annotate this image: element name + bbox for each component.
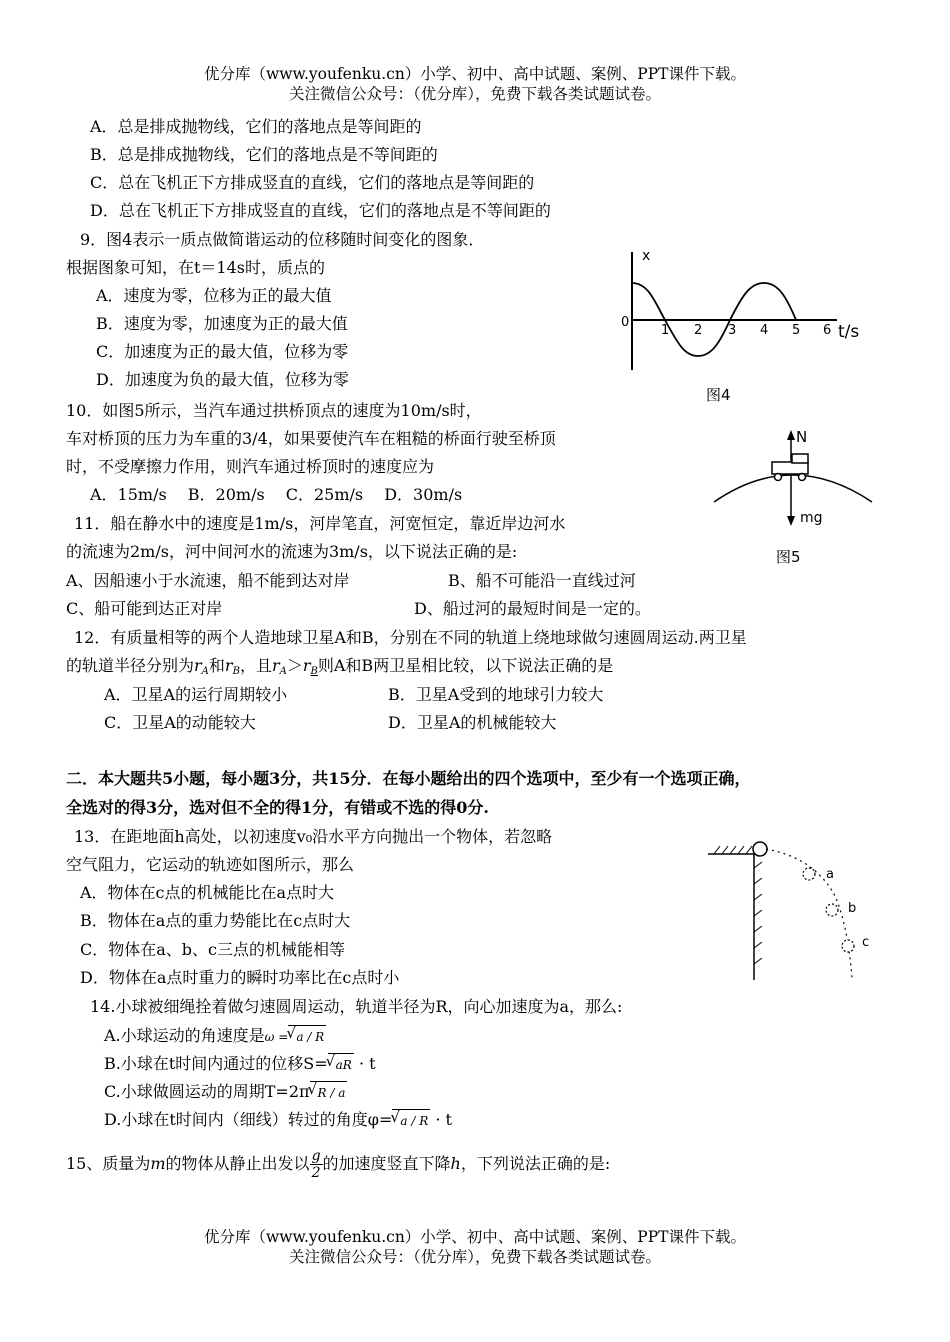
fig4-ticks (661, 323, 831, 338)
q14-option-b-text: B.小球在t时间内通过的位移S= (104, 1054, 328, 1073)
q15-pre: 15、质量为 (66, 1154, 151, 1173)
q13-option-b: B．物体在a点的重力势能比在c点时大 (80, 911, 351, 930)
q14-option-b (104, 1053, 376, 1076)
figure-q13-projectile (706, 838, 886, 983)
q14-option-a (104, 1025, 326, 1048)
fig4-tick-6: 6 (823, 323, 832, 338)
page-header (0, 64, 950, 104)
q14-option-a-radical: √ a / R (288, 1025, 326, 1048)
q12-option-c: C．卫星A的动能较大 (104, 713, 256, 732)
q14-option-b-post: · t (358, 1054, 376, 1073)
header-line-2: 关注微信公众号：（优分库），免费下载各类试题试卷。 (288, 85, 661, 103)
fig5-n-arrowhead (787, 430, 795, 440)
fig5-mg-arrowhead (787, 516, 795, 526)
fig5-car-body (772, 462, 808, 474)
section-2-instructions-2: 全选对的得3分，选对但不全的得1分，有错或不选的得0分. (66, 798, 489, 817)
q11-option-d: D、船过河的最短时间是一定的。 (414, 599, 651, 618)
header-line-1: 优分库（www.youfenku.cn）小学、初中、高中试题、案例、PPT课件下载。 (203, 65, 747, 83)
q13-option-d: D．物体在a点时重力的瞬时功率比在c点时小 (80, 968, 400, 987)
q11-stem-2: 的流速为2m/s，河中间河水的流速为3m/s，以下说法正确的是: (66, 542, 518, 561)
q13-label-a: a (826, 867, 834, 882)
q13-label-c: c (862, 935, 870, 950)
q8-option-d: D．总在飞机正下方排成竖直的直线，它们的落地点是不等间距的 (90, 201, 551, 220)
fig4-origin-label: 0 (621, 315, 630, 330)
fig5-bridge-arc (714, 475, 872, 502)
q12-gt: ＞ (286, 656, 303, 675)
fig5-mg-label: mg (800, 510, 823, 526)
q11-option-b: B、船不可能沿一直线过河 (448, 571, 636, 590)
q12-option-d: D．卫星A的机械能较大 (388, 713, 557, 732)
q15-post: ，下列说法正确的是: (460, 1154, 611, 1173)
fig4-caption: 图4 (706, 386, 731, 404)
q11-option-a: A、因船速小于水流速，船不能到达对岸 (66, 571, 350, 590)
q15-h: h (450, 1154, 461, 1173)
q14-option-c-radical: √ R / a (310, 1081, 348, 1104)
q9-stem-2: 根据图象可知，在t＝14s时，质点的 (66, 258, 326, 277)
q15-fraction: $\frac{g}{2}$ (311, 1148, 321, 1181)
q15-mid2: 的加速度竖直下降 (322, 1154, 451, 1173)
q12-rb: $r_B$ (224, 656, 240, 677)
q10-stem-3: 时，不受摩擦力作用，则汽车通过桥顶时的速度应为 (66, 457, 435, 476)
q12-stem-1: 12．有质量相等的两个人造地球卫星A和B，分别在不同的轨道上绕地球做匀速圆周运动.两卫星 (74, 628, 747, 647)
q13-ball-start (753, 842, 767, 856)
q11-stem-1: 11．船在静水中的速度是1m/s，河岸笔直，河宽恒定，靠近岸边河水 (74, 514, 566, 533)
q9-option-a: A．速度为零，位移为正的最大值 (96, 286, 332, 305)
q13-ball-b (826, 904, 838, 916)
q9-option-b: B．速度为零，加速度为正的最大值 (96, 314, 348, 333)
fig5-wheel-right (799, 474, 806, 481)
q15-stem (66, 1147, 610, 1181)
footer-line-1: 优分库（www.youfenku.cn）小学、初中、高中试题、案例、PPT课件下载。 (203, 1228, 747, 1246)
q14-option-a-text: A.小球运动的角速度是 (104, 1026, 265, 1045)
q12-stem-2 (66, 655, 613, 683)
q14-option-c-text: C.小球做圆运动的周期T=2π (104, 1082, 310, 1101)
q14-option-d (104, 1109, 452, 1132)
q13-ball-c (842, 940, 854, 952)
footer-line-2: 关注微信公众号：（优分库），免费下载各类试题试卷。 (288, 1248, 661, 1266)
fig5-n-label: N (796, 428, 808, 446)
fig5-caption: 图5 (776, 548, 801, 566)
fig5-car-cab (792, 454, 808, 463)
q13-option-c: C．物体在a、b、c三点的机械能相等 (80, 940, 345, 959)
q8-option-b: B．总是排成抛物线，它们的落地点是不等间距的 (90, 145, 438, 164)
q14-omega: ω = (264, 1030, 289, 1044)
q13-cliff-hatching (714, 846, 762, 964)
q12-comma: ，且 (239, 656, 272, 675)
fig4-tick-4: 4 (760, 323, 769, 338)
q13-label-b: b (848, 901, 857, 916)
q10-options: A．15m/s B．20m/s C．25m/s D．30m/s (90, 485, 463, 504)
q14-option-d-radical: √ a / R (392, 1109, 430, 1132)
q12-ra-2: $r_A$ (271, 656, 287, 677)
q14-option-b-radical: √ aR (328, 1053, 354, 1076)
fig4-tick-2: 2 (694, 323, 703, 338)
fig4-x-label: t/s (838, 322, 860, 342)
fig4-tick-5: 5 (792, 323, 801, 338)
q13-stem-2: 空气阻力，它运动的轨迹如图所示，那么 (66, 855, 355, 874)
section-2-instructions-1: 二．本大题共5小题，每小题3分，共15分．在每小题给出的四个选项中，至少有一个选项正确， (66, 769, 751, 788)
fig4-tick-3: 3 (728, 323, 737, 338)
q14-option-d-post: · t (435, 1110, 452, 1129)
q10-stem-2: 车对桥顶的压力为车重的3/4，如果要使汽车在粗糙的桥面行驶至桥顶 (66, 429, 556, 448)
q9-option-d: D．加速度为负的最大值，位移为零 (96, 370, 349, 389)
q15-mid: 的物体从静止出发以 (165, 1154, 310, 1173)
q12-stem-2-post: 则A和B两卫星相比较，以下说法正确的是 (317, 656, 614, 675)
q8-option-c: C．总在飞机正下方排成竖直的直线，它们的落地点是等间距的 (90, 173, 535, 192)
page-footer (0, 1227, 950, 1267)
fig5-wheel-left (775, 474, 782, 481)
q14-stem: 14.小球被细绳拴着做匀速圆周运动，轨道半径为R，向心加速度为a，那么: (90, 997, 623, 1016)
q9-stem-1: 9．图4表示一质点做简谐运动的位移随时间变化的图象． (80, 230, 485, 249)
q12-stem-2-pre: 的轨道半径分别为 (66, 656, 195, 675)
q12-option-b: B．卫星A受到的地球引力较大 (388, 685, 604, 704)
q10-stem-1: 10．如图5所示，当汽车通过拱桥顶点的速度为10m/s时， (66, 401, 482, 420)
fig4-tick-1: 1 (661, 323, 670, 338)
q11-option-c: C、船可能到达正对岸 (66, 599, 223, 618)
figure-5-car-bridge (712, 420, 882, 570)
q12-rb-2: $r_B$ (302, 656, 318, 677)
q13-ball-a (803, 868, 815, 880)
q15-m: m (150, 1154, 166, 1173)
q14-option-c (104, 1081, 347, 1104)
q13-stem-1: 13．在距地面h高处，以初速度v₀沿水平方向抛出一个物体，若忽略 (74, 827, 553, 846)
q12-option-a: A．卫星A的运行周期较小 (104, 685, 288, 704)
q9-option-c: C．加速度为正的最大值，位移为零 (96, 342, 349, 361)
q8-option-a: A．总是排成抛物线，它们的落地点是等间距的 (90, 117, 422, 136)
q13-option-a: A．物体在c点的机械能比在a点时大 (80, 883, 335, 902)
q14-option-d-text: D.小球在t时间内（细线）转过的角度φ= (104, 1110, 393, 1129)
figure-4-shm-graph (612, 244, 882, 408)
q12-ra: $r_A$ (194, 656, 209, 677)
fig4-y-label: x (642, 248, 651, 264)
q12-and: 和 (208, 656, 225, 675)
